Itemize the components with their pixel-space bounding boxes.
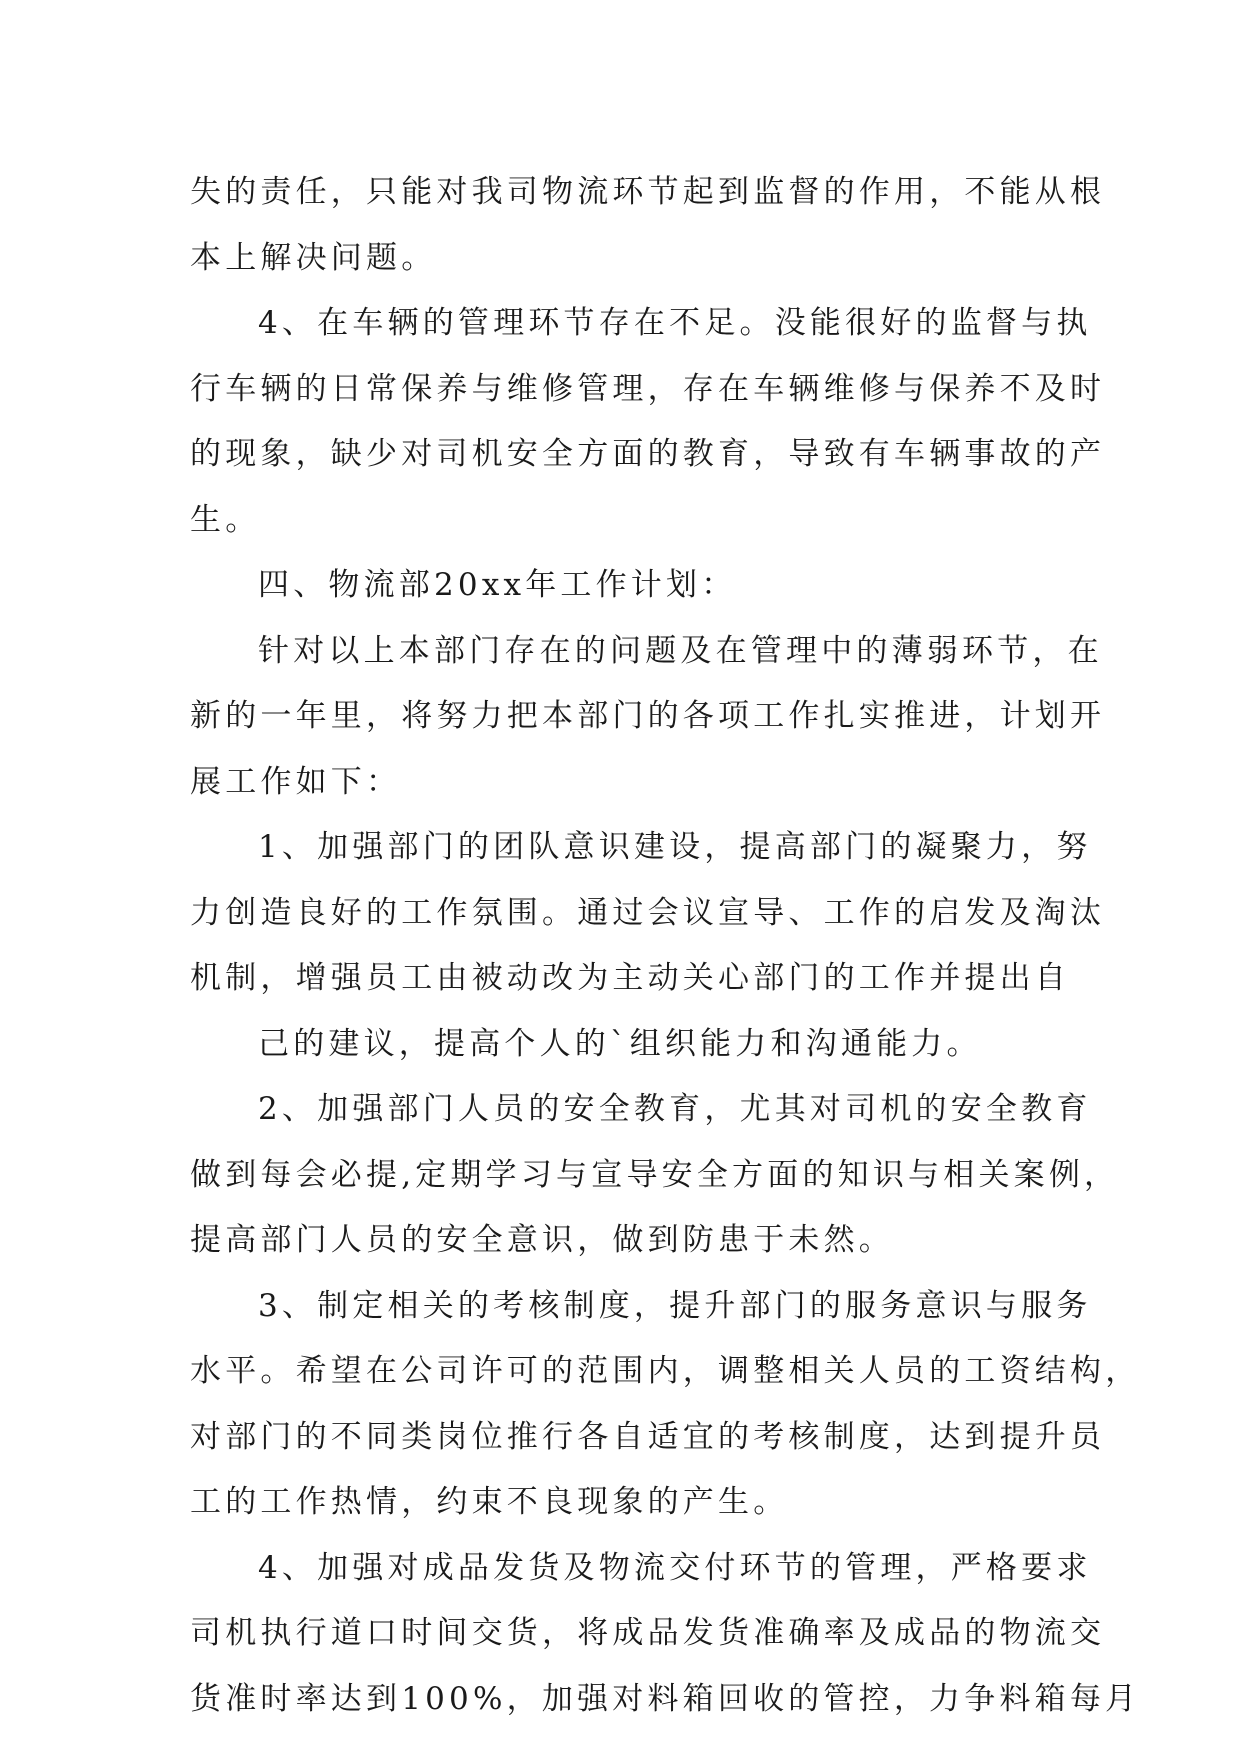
section-heading: 四、物流部20xx年工作计划： [258, 567, 737, 603]
text-line: 针对以上本部门存在的问题及在管理中的薄弱环节，在 [258, 632, 1103, 669]
text-line: 对部门的不同类岗位推行各自适宜的考核制度，达到提升员 [190, 1418, 1106, 1455]
text-line: 2、加强部门人员的安全教育，尤其对司机的安全教育 [258, 1091, 1092, 1127]
text-line: 行车辆的日常保养与维修管理，存在车辆维修与保养不及时 [190, 370, 1106, 407]
text-line: 货准时率达到100%，加强对料箱回收的管控，力争料箱每月 [190, 1680, 1141, 1717]
text-line: 新的一年里，将努力把本部门的各项工作扎实推进，计划开 [190, 698, 1106, 734]
text-line: 司机执行道口时间交货，将成品发货准确率及成品的物流交 [190, 1615, 1106, 1651]
text-line: 机制，增强员工由被动改为主动关心部门的工作并提出自 [190, 960, 1070, 996]
document-body [190, 160, 1141, 1732]
text-line: 4、加强对成品发货及物流交付环节的管理，严格要求 [258, 1549, 1092, 1586]
text-line: 1、加强部门的团队意识建设，提高部门的凝聚力，努 [258, 829, 1092, 865]
text-line: 4、在车辆的管理环节存在不足。没能很好的监督与执 [258, 305, 1092, 341]
text-line: 水平。希望在公司许可的范围内，调整相关人员的工资结构， [190, 1353, 1141, 1389]
text-line: 力创造良好的工作氛围。通过会议宣导、工作的启发及淘汰 [190, 894, 1106, 931]
text-line: 工的工作热情，约束不良现象的产生。 [190, 1484, 789, 1520]
text-line: 的现象，缺少对司机安全方面的教育，导致有车辆事故的产 [190, 436, 1106, 472]
text-line: 3、制定相关的考核制度，提升部门的服务意识与服务 [258, 1287, 1092, 1324]
text-line: 失的责任，只能对我司物流环节起到监督的作用，不能从根 [190, 174, 1106, 210]
text-line: 展工作如下： [190, 763, 402, 800]
text-line: 生。 [190, 501, 261, 538]
text-line: 本上解决问题。 [190, 239, 437, 276]
text-line: 己的建议，提高个人的`组织能力和沟通能力。 [258, 1025, 982, 1062]
text-line: 做到每会必提,定期学习与宣导安全方面的知识与相关案例， [190, 1156, 1120, 1193]
text-line: 提高部门人员的安全意识，做到防患于未然。 [190, 1222, 894, 1258]
